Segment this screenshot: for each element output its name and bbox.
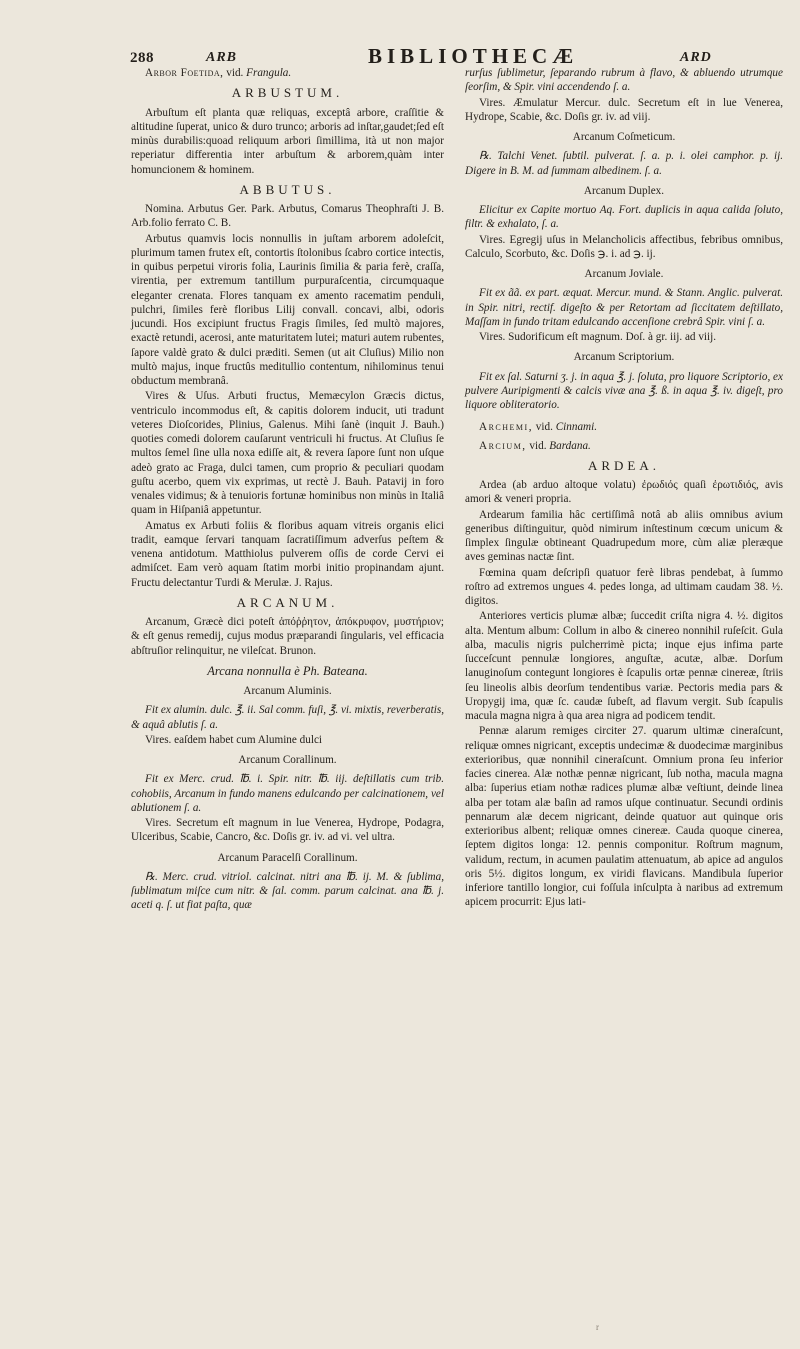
- subheading-aluminis: Arcanum Aluminis.: [243, 685, 332, 697]
- recipe-paracelsi: ℞. Merc. crud. vitriol. calcinat. nitri ana ℔. ij. M. & ſublima, ſublimatum miſce cum nitr. & ſal. comm. parum calcinat. ana ℔. j. aceti q. ſ. ut fiat paſta, quæ: [131, 870, 444, 912]
- catchword-right: ARD: [680, 50, 712, 65]
- recipe-scriptorium: Fit ex ſal. Saturni ʒ. j. in aqua ℥. j. ſoluta, pro liquore Scriptorio, ex pulvere Auripigmenti & calcis vivæ ana ℥. ß. in aqua ℥. iv. digeſt, pro liquore obliteratorio.: [465, 370, 783, 411]
- paragraph-vires-corallinum: Vires. Secretum eſt magnum in lue Venerea, Hydrope, Podagra, Ulceribus, Scabie, Cancro, &c. Doſis gr. iv. ad vi. vel ultra.: [131, 817, 444, 844]
- recipe-talchi: ℞. Talchi Venet. ſubtil. pulverat. ſ. a. p. i. olei camphor. p. ij. Digere in B. M. ad ſummam albedinem. ſ. a.: [465, 150, 783, 177]
- recipe-continuation: rurſus ſublimetur, ſeparando rubrum à flavo, & abluendo utrumque ſeorſim, & Spir. vini accendendo ſ. a.: [465, 67, 783, 94]
- entry-heading-abbutus: ABBUTUS.: [239, 181, 336, 197]
- paragraph-arbustum: Arbuſtum eſt planta quæ reliquas, exceptâ arbore, craſſitie & altitudine ſuperat, unico & duro trunco; arboris ad inſtar,gaudet;ſed eſt minùs durabilis:quoad reliquum arbori ſimillima, ità ut non major reperiatur differentia inter arbuſtum & arborem,quàm inter homuncionem & hominem.: [131, 106, 444, 176]
- paragraph-arbutus: Arbutus quamvis locis nonnullis in juſtam arborem adoleſcit, plurimum tamen frutex eſt, contortis ſtolonibus ſcabro cortice intectis, in quibus perpetui viroris folia, Laurinis ſimilia & paria ferè, craſſa, virentia, per extremum tantillum purpuraſcentia, circumquaque eleganter crenata. Flores tanquam ex amento racematim penduli, pulchri, ſimiles ferè floribus Lilij convall. concavi, albi, odoris jucundi. Hos excipiunt fructus Fragis ſimiles, ſed multò majores, exactè retundi, acerosi, ante maturitatem lutei; maturi autem rubentes, ſapore valdè grato & dulci præditi. Semen (ut ait Cluſius) Milio non multò majus, inque fructûs meditullio contentum, nihilominus tenui obductum membranâ.: [131, 232, 444, 387]
- subheading-joviale: Arcanum Joviale.: [584, 268, 664, 280]
- paragraph-vires-alumin: Vires. eaſdem habet cum Alumine dulci: [145, 733, 323, 746]
- catchword-left: ARB: [206, 50, 238, 65]
- cross-reference: Archemi, vid. Cinnami.: [479, 421, 598, 434]
- page-number: 288: [130, 50, 154, 66]
- paragraph-vires-continuation: Vires. Æmulatur Mercur. dulc. Secretum eſt in lue Venerea, Hydrope, Scabie, &c. Doſis gr. iv. ad viij.: [465, 96, 783, 123]
- paragraph-amatus: Amatus ex Arbuti foliis & floribus aquam vitreis organis elici tradit, eamque ſervari tanquam ſacratiſſimum adverſus peſtem & venena antidotum. Matthiolus pulverem oſſis de corde Cervi ei admiſcet. Eam verò aquam ſtatim morbi initio propinandam ajunt. Fructu delectantur Turdi & Merulæ. J. Rajus.: [131, 519, 444, 589]
- entry-heading-ardea: ARDEA.: [587, 457, 661, 473]
- subheading-paracelsi: Arcanum Paracelſi Corallinum.: [217, 851, 358, 864]
- right-column: [465, 66, 783, 911]
- subheading-bateana: Arcana nonnulla è Ph. Bateana.: [207, 663, 368, 678]
- paragraph-vires-usus: Vires & Uſus. Arbuti fructus, Memæcylon Græcis dictus, ventriculo incommodus eſt, & capitis dolorem inducit, uti tradunt veteres Dioſcorides, Plinius, Galenus. Mihi ſanè (inquit J. Bauh.) quoties comedi dolorem cauſarunt ventriculi hi fructus. At Cluſius ſe multos ſemel ſine ulla noxa ediſſe ait, & revera ſapore ſunt non uſque adeò grato ac Fraga, dulci tamen, cum proprio & peculiari quodam guſtu acerbo, quem vix exprimas, ut rectè J. Bauh. Patavij in foro venales vidimus; & à tenuioris fortunæ hominibus non minùs in Italiâ quam in Hiſpaniâ appetuntur.: [131, 390, 444, 517]
- entry-heading-arcanum: ARCANUM.: [236, 594, 339, 610]
- paragraph-ardearum: Ardearum familia hâc certiſſimâ notâ ab aliis omnibus avium generibus diſtinguitur, quòd nimirum inſtestinum cœcum unicum & ſimplex ſingulæ obtineant Quadrupedum more, cùm aliæ pleræque aves geminas nactæ ſint.: [465, 508, 783, 564]
- cross-reference: Arbor Foetida, vid. Frangula.: [145, 67, 292, 79]
- paragraph-foemina: Fœmina quam deſcripſi quatuor ferè libras pendebat, à ſummo roſtro ad extremos ungues 4. pedes longa, ad ultimam caudam 38. ½. digitos.: [465, 566, 783, 607]
- paragraph-vires-joviale: Vires. Sudorificum eſt magnum. Doſ. à gr. iij. ad viij.: [479, 331, 717, 343]
- recipe-joviale: Fit ex ãã. ex part. æquat. Mercur. mund. & Stann. Anglic. pulverat. in Spir. nitri, rectif. digeſto & per Retortam ad ſiccitatem deſtillato, Maſſam in fundo tritam edulcando accenſione crebrâ Spir. vini ſ. a.: [465, 287, 783, 328]
- recipe-merc: Fit ex Merc. crud. ℔. i. Spir. nitr. ℔. iij. deſtillatis cum trib. cohobiis, Arcanum in fundo manens edulcando per calcinationem, vel ablutionem ſ. a.: [131, 773, 444, 814]
- recipe-duplex: Elicitur ex Capite mortuo Aq. Fort. duplicis in aqua calida ſoluto, filtr. & exhalato, ſ. a.: [465, 204, 783, 231]
- subheading-corallinum: Arcanum Corallinum.: [238, 754, 337, 766]
- paragraph-arcanum: Arcanum, Græcè dici poteſt ἀπόῤῥητον, ἀπόκρυφον, μυστήριον; & eſt genus remedij, cujus modus præparandi ſingularis, vel efficacia abſtruſior relinquitur, ne vileſcat. Brunon.: [131, 616, 444, 657]
- subheading-duplex: Arcanum Duplex.: [583, 184, 665, 197]
- entry-heading-arbustum: ARBUSTUM.: [231, 85, 344, 101]
- paragraph-pennae: Pennæ alarum remiges circiter 27. quarum ultimæ cineraſcunt, reliquæ omnes nigricant, exceptis undecimæ & duodecimæ marginibus exterioribus, quæ nonnihil cineraſcunt. Omnium prona ſeu inferior facies cinerea. Alæ nothæ pennæ nigricant, ſub notha, macula magna alba: ſuperius etiam nothæ radices plumæ albæ veſtiunt, deinde linea alba per totam alæ baſin ad ramos uſque continuatur. Secundi ordinis pennarum alæ decem nigricant, deinde quatuor aut quinque oris exterioribus albent; reliquæ omnes cinereæ. Cauda quoque cinerea, ſeptem digitos longa: 12. pennis componitur. Roſtrum magnum, validum, rectum, in acumen paulatim attenuatum, ab apice ad angulos oris 5½. digitos longum, ex viridi flavicans. Mandibula ſuperior inferiore tantillo longior, cui foſſula inſculpta à naribus ad extremum apicem procurrit: Ejus lati-: [465, 725, 783, 909]
- left-column: [131, 66, 444, 914]
- recipe-alumin: Fit ex alumin. dulc. ℥. ii. Sal comm. fuſi, ℥. vi. mixtis, reverberatis, & aquâ ablutis ſ. a.: [131, 704, 444, 731]
- page-header: [0, 22, 800, 68]
- footer-mark: r: [596, 1322, 599, 1332]
- running-title: BIBLIOTHECÆ: [368, 44, 579, 68]
- cross-reference: Arcium, vid. Bardana.: [479, 439, 591, 452]
- subheading-scriptorium: Arcanum Scriptorium.: [573, 351, 675, 364]
- paragraph-nomina: Nomina. Arbutus Ger. Park. Arbutus, Comarus Theophraſti J. B. Arb.folio ferrato C. B.: [131, 203, 444, 230]
- paragraph-ardea: Ardea (ab arduo altoque volatu) ἐρωδιός quaſi ἐρωτιδιός, avis amori & veneri propria.: [465, 479, 783, 506]
- paragraph-vires-duplex: Vires. Egregij uſus in Melancholicis affectibus, febribus omnibus, Calculo, Scorbuto, &c. Doſis ℈. i. ad ℈. ij.: [465, 233, 783, 260]
- paragraph-anteriores: Anteriores verticis plumæ albæ; ſuccedit criſta nigra 4. ½. digitos alta. Mentum album: Collum in albo & cinereo nonnihil ruſeſcit. Gula alba, maculis nigris pulcherrimè picta; inque ejus infima parte ſucceſcunt pennulæ longiores, anguſtæ, acutæ, albæ. Dorſum lanuginoſum contegunt longiores è ſcapulis ortæ pennæ cinereæ, ſtriis ſeu lineolis albis deorſum tendentibus variæ. Pectoris media pars & Uropygij ima, quæ ſc. caudæ ſubeſt, ad flavum vergit. Sub ſcapulis macula magna nigra à qua area nigra ad podicem tendit.: [465, 610, 783, 722]
- subheading-cosmeticum: Arcanum Coſmeticum.: [572, 131, 676, 143]
